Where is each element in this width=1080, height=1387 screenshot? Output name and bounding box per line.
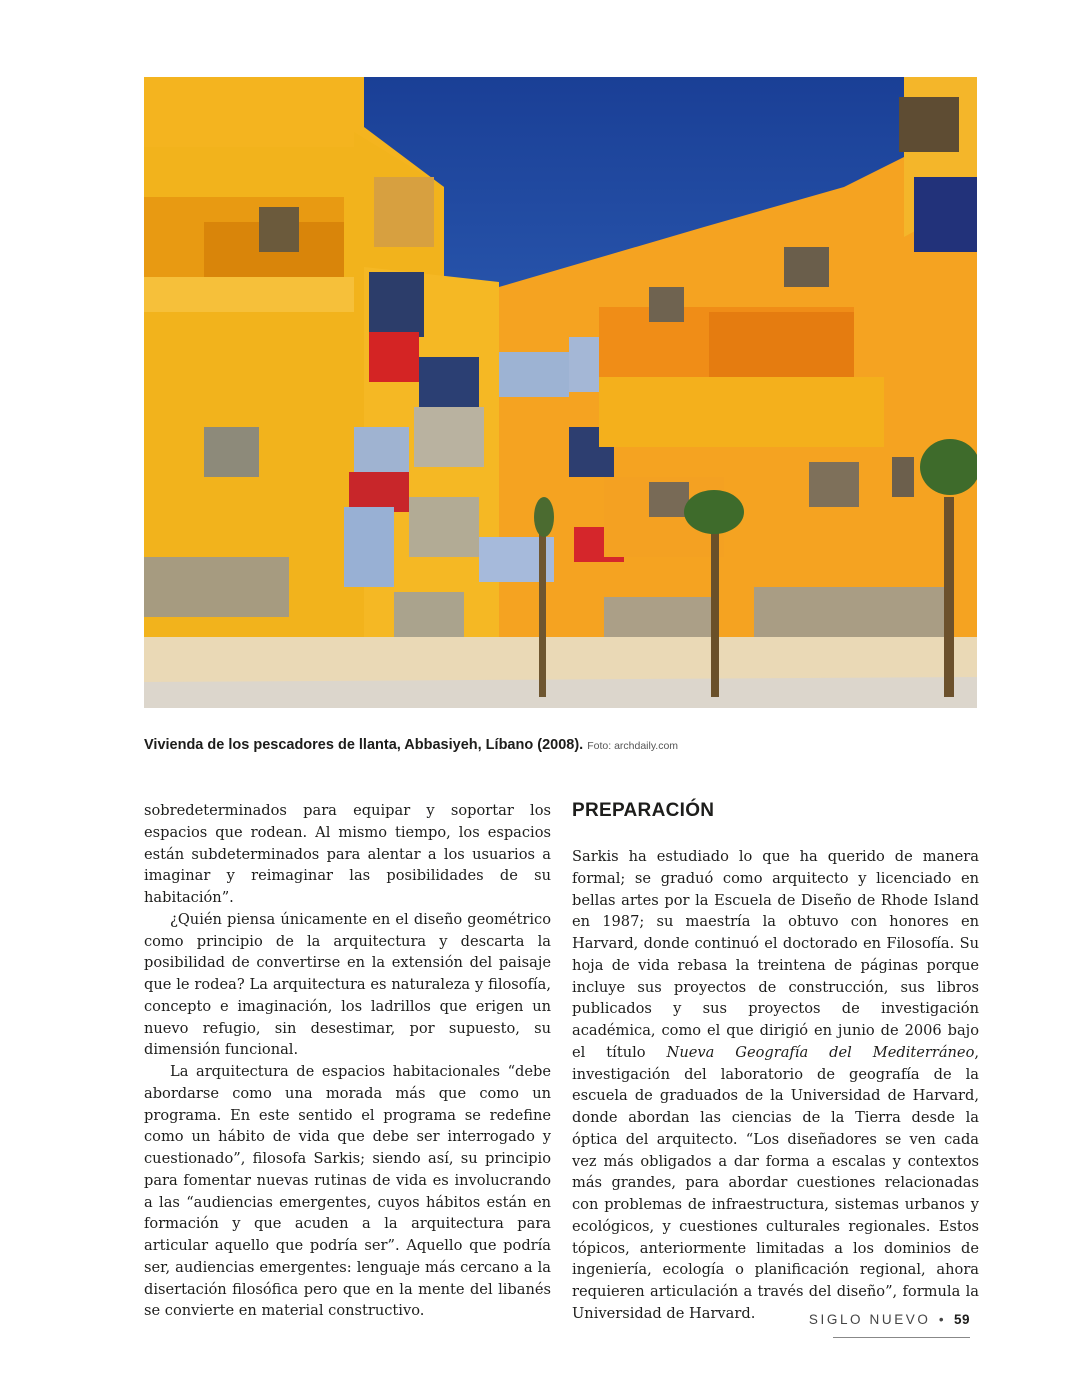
right-column [572,800,979,1325]
caption-title: Vivienda de los pescadores de llanta, Abbasiyeh, Líbano (2008). [144,737,584,753]
page-number: 59 [953,1312,970,1327]
paragraph: La arquitectura de espacios habitacionales “debe abordarse como una morada más que como un programa. En este sentido el programa se redefine como un hábito de vida que debe ser interrogado y cuestionado”, filosofa Sarkis; siendo así, su principio para fomentar nuevas rutinas de vida es involucrando a las “audiencias emergentes, cuyos hábitos están en formación y que acuden a la arquitectura para articular aquello que podría ser”. Aquello que podría ser, audiencias emergentes: lenguaje más cercano a la disertación filosófica pero que en la mente del libanés se convierte en material constructivo. [144,1063,551,1320]
section-heading: PREPARACIÓN [572,800,715,821]
paragraph: ¿Quién piensa únicamente en el diseño geométrico como principio de la arquitectura y descarta la posibilidad de convertirse en la extensión del paisaje que le rodea? La arquitectura es naturaleza y filosofía, concepto e imaginación, los ladrillos que erigen un nuevo refugio, sin desestimar, por supuesto, su dimensión funcional. [144,910,551,1059]
footer-rule [833,1337,970,1338]
project-title: Nueva Geografía del Mediterráneo [666,1043,975,1061]
photo-caption [144,737,984,753]
paragraph-text: Sarkis ha estudiado lo que ha querido de manera formal; se graduó como arquitecto y licenciado en bellas artes por la Escuela de Diseño de Rhode Island en 1987; su maestría la obtuvo con honores en Harvard, donde continuó el doctorado en Filosofía. Su hoja de vida rebasa la treintena de páginas porque incluye sus proyectos de construcción, sus libros publicados y sus proyectos de investigación académica, como el que dirigió en junio de 2006 bajo el título [572,848,979,1061]
page-footer [809,1312,970,1327]
left-column [144,800,551,1322]
footer-separator: • [938,1312,944,1327]
caption-credit: Foto: archdaily.com [587,740,679,752]
magazine-name: SIGLO NUEVO [808,1312,931,1327]
paragraph: sobredeterminados para equipar y soportar los espacios que rodean. Al mismo tiempo, los espacios están subdeterminados para alentar a los usuarios a imaginar y reimaginar las posibilidades de su habitación”. [144,802,551,906]
article-photo [144,77,977,708]
paragraph [572,846,979,1325]
paragraph-text: , investigación del laboratorio de geografía de la escuela de graduados de la Universidad de Harvard, donde abordan las ciencias de la Tierra desde la óptica del arquitecto. “Los diseñadores se ven cada vez más obligados a dar forma a escalas y contextos más grandes, para abordar cuestiones relacionadas con problemas de infraestructura, sistemas urbanos y ecológicos, y cuestiones culturales regionales. Estos tópicos, anteriormente limitadas a los dominios de ingeniería, ecología o planificación regional, ahora requieren articulación a través del diseño”, formula la Universidad de Harvard. [572,1043,979,1322]
